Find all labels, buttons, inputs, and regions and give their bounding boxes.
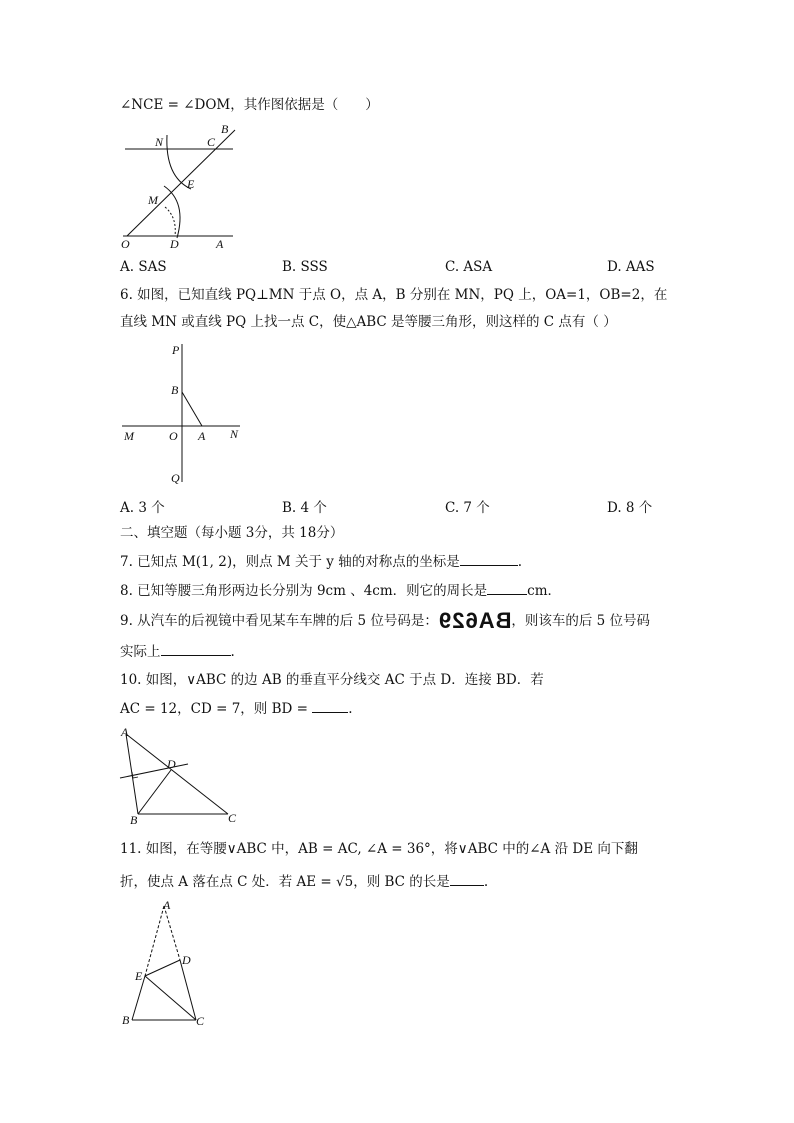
q8 xyxy=(120,581,561,600)
q9-text-tail: ，则该车的后 5 位号码 xyxy=(511,613,650,629)
q6-label-M: M xyxy=(124,429,134,443)
q5-option-c[interactable]: C. ASA xyxy=(445,259,493,275)
q11-answer-blank[interactable] xyxy=(450,872,484,886)
q10-label-B: B xyxy=(130,813,138,827)
q5-option-d[interactable]: D. AAS xyxy=(607,259,655,275)
q10-label-D: D xyxy=(167,757,176,771)
q9-answer-blank[interactable] xyxy=(161,642,231,656)
q5-label-A: A xyxy=(216,237,224,251)
q6-option-b[interactable]: B. 4 个 xyxy=(282,500,327,516)
q6-option-d[interactable]: D. 8 个 xyxy=(607,500,653,516)
q5-label-N: N xyxy=(155,135,164,149)
q8-text: 8. 已知等腰三角形两边长分别为 9cm 、4cm．则它的周长是 xyxy=(120,583,488,599)
q6-label-A: A xyxy=(198,429,206,443)
q7 xyxy=(120,552,522,571)
q6-label-Q: Q xyxy=(171,471,180,485)
q7-text: 7. 已知点 M(1, 2)，则点 M 关于 y 轴的对称点的坐标是 xyxy=(120,554,460,570)
q11-label-B: B xyxy=(122,1013,130,1027)
q5-label-O: O xyxy=(121,237,130,251)
q6-label-O: O xyxy=(169,429,178,443)
q11-figure xyxy=(116,898,216,1030)
q6-figure xyxy=(118,340,248,490)
q6-option-a[interactable]: A. 3 个 xyxy=(120,500,165,516)
q7-end: . xyxy=(517,554,522,570)
section-title-fill-in: 二、填空题（每小题 3分，共 18分） xyxy=(120,525,344,541)
q5-label-D: D xyxy=(170,237,179,251)
q7-answer-blank[interactable] xyxy=(460,552,518,566)
q5-stem-tail: ∠NCE = ∠DOM，其作图依据是（ ） xyxy=(120,97,379,113)
q5-option-b[interactable]: B. SSS xyxy=(282,259,328,275)
q11-line2-text: 折，使点 A 落在点 C 处．若 AE = √5，则 BC 的长是 xyxy=(120,874,450,890)
q10-label-C: C xyxy=(228,811,237,825)
q11-line1: 11. 如图，在等腰∨ABC 中，AB = AC, ∠A = 36°，将∨ABC 中的∠A 沿 DE 向下翻 xyxy=(120,841,638,857)
q8-unit: cm． xyxy=(527,583,562,599)
q9-text: 9. 从汽车的后视镜中看见某车车牌的后 5 位号码是： xyxy=(120,613,438,629)
q6-line2: 直线 MN 或直线 PQ 上找一点 C，使△ABC 是等腰三角形，则这样的 C 点有（ ） xyxy=(120,314,617,330)
q6-label-P: P xyxy=(172,343,180,357)
q9 xyxy=(120,608,650,633)
q5-option-a[interactable]: A. SAS xyxy=(120,259,167,275)
q8-answer-blank[interactable] xyxy=(487,581,527,595)
q10-line2 xyxy=(120,699,353,718)
q10-answer-blank[interactable] xyxy=(312,699,348,713)
q6-line1: 6. 如图，已知直线 PQ⊥MN 于点 O，点 A，B 分别在 MN，PQ 上，OA=1，OB=2，在 xyxy=(120,287,668,303)
q5-label-B: B xyxy=(221,122,229,136)
q9-line2-text: 实际上 xyxy=(120,644,161,660)
q10-end: . xyxy=(348,701,353,717)
q11-label-A: A xyxy=(163,898,171,912)
q11-line2 xyxy=(120,872,488,891)
q6-option-c[interactable]: C. 7 个 xyxy=(445,500,490,516)
q6-label-N: N xyxy=(230,427,239,441)
q5-figure xyxy=(115,122,245,250)
q9-end: . xyxy=(230,644,235,660)
q5-label-C: C xyxy=(207,135,216,149)
q11-label-C: C xyxy=(196,1014,205,1028)
q5-label-M: M xyxy=(148,193,158,207)
q10-label-A: A xyxy=(121,725,129,739)
q5-label-E: E xyxy=(187,177,195,191)
q9-mirrored-plate: BA629 xyxy=(437,608,512,633)
q10-figure xyxy=(116,726,246,826)
q10-line2-text: AC = 12，CD = 7，则 BD = xyxy=(120,701,308,717)
q6-label-B: B xyxy=(171,383,179,397)
q9-line2 xyxy=(120,642,235,661)
q11-end: . xyxy=(483,874,489,890)
q11-label-E: E xyxy=(135,969,143,983)
q10-line1: 10. 如图，∨ABC 的边 AB 的垂直平分线交 AC 于点 D．连接 BD．若 xyxy=(120,672,544,688)
q11-label-D: D xyxy=(182,953,191,967)
